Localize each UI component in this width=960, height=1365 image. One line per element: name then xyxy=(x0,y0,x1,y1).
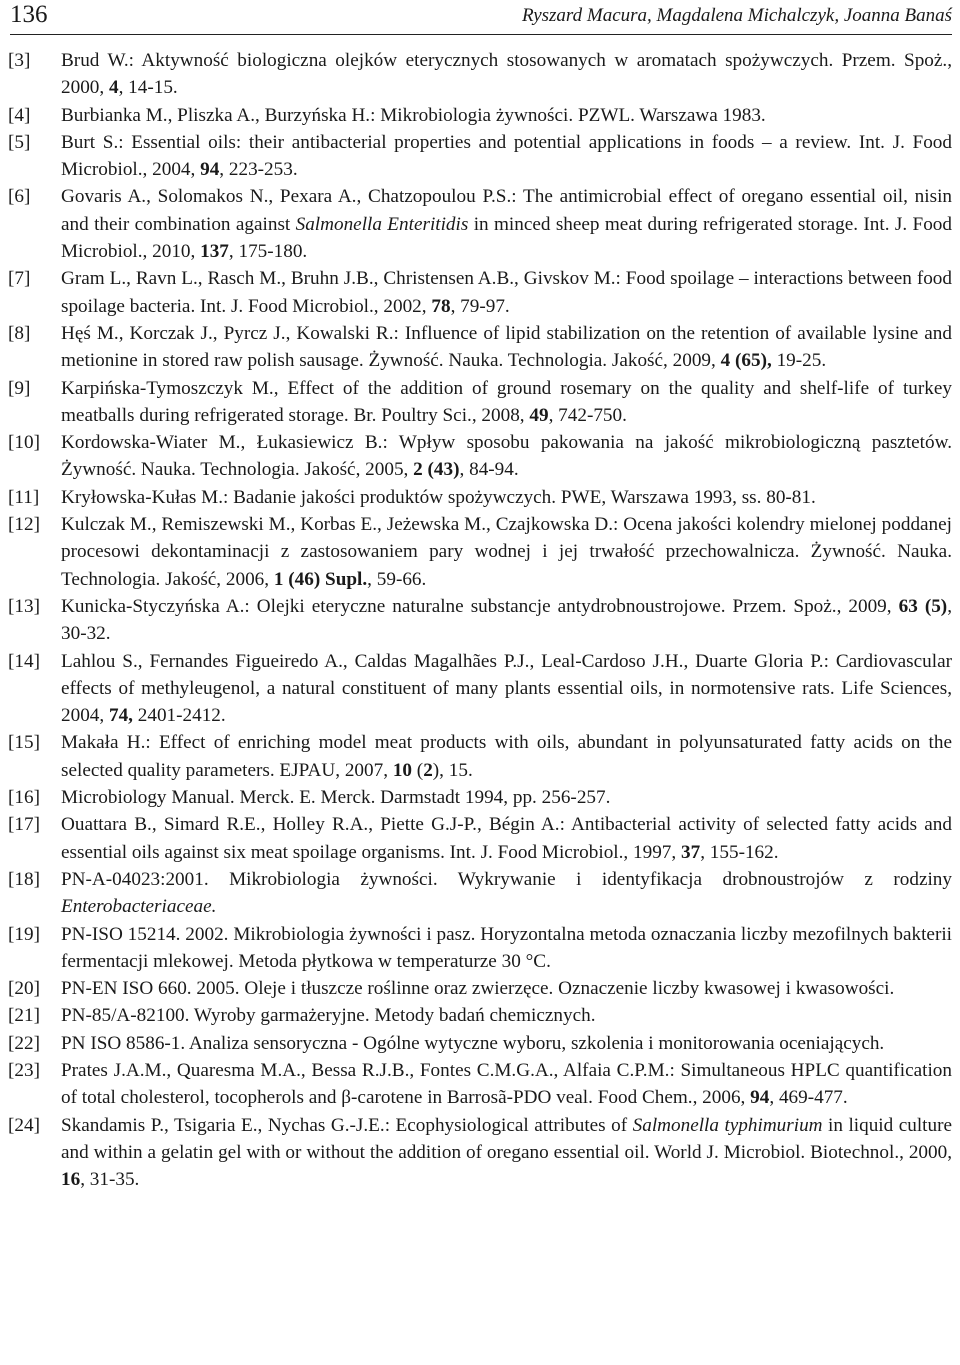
reference-text-segment: , 175-180. xyxy=(228,241,308,263)
reference-number: [20] xyxy=(8,978,40,1000)
reference-text xyxy=(61,1033,884,1054)
reference-text xyxy=(61,50,952,98)
reference-number: [22] xyxy=(8,1032,40,1054)
reference-volume: 4 xyxy=(108,77,119,99)
reference-text-segment: PN-EN ISO 660. 2005. Oleje i tłuszcze roślinne oraz zwierzęce. Oznaczenie liczby kwasowej i kwasowości. xyxy=(61,978,895,1000)
reference-number: [5] xyxy=(8,131,31,153)
reference-entry xyxy=(8,648,952,730)
reference-text-segment: , 79-97. xyxy=(450,295,510,317)
reference-text-segment: , 84-94. xyxy=(459,459,519,481)
reference-volume: 63 (5) xyxy=(898,595,948,617)
reference-entry xyxy=(8,265,952,320)
reference-text-segment: Ouattara B., Simard R.E., Holley R.A., Piette G.J-P., Bégin A.: Antibacterial activity of selected fatty acids and essential oils against six meat spoilage organisms. Int. J. Food Microbiol., 1997, xyxy=(61,814,952,863)
reference-text-segment: , 223-253. xyxy=(219,159,298,181)
page-header xyxy=(10,0,952,35)
reference-text-segment: PN-ISO 15214. 2002. Mikrobiologia żywności i pasz. Horyzontalna metoda oznaczania liczby mezofilnych bakterii fermentacji mlekowej. Metoda płytkowa w temperaturze 30 °C. xyxy=(61,923,952,972)
reference-text-segment: , 469-477. xyxy=(769,1087,848,1109)
reference-entry xyxy=(8,102,952,129)
reference-entry xyxy=(8,129,952,184)
reference-volume: 4 (65), xyxy=(720,350,772,372)
reference-entry xyxy=(8,484,952,511)
reference-text xyxy=(61,651,952,727)
reference-text-segment: Microbiology Manual. Merck. E. Merck. Darmstadt 1994, pp. 256-257. xyxy=(61,787,611,809)
reference-volume: 137 xyxy=(200,241,229,263)
reference-volume: 94 xyxy=(200,159,220,181)
reference-text xyxy=(61,1060,952,1108)
reference-text-segment: in liquid culture and within a gelatin gel with or without the addition of oregano essential oil. World J. Microbiol. Biotechnol., 2000, xyxy=(61,1114,952,1163)
reference-entry xyxy=(8,811,952,866)
reference-text-segment: , 31-35. xyxy=(80,1169,140,1191)
reference-text-segment: PN ISO 8586-1. Analiza sensoryczna - Ogólne wytyczne wyboru, szkolenia i monitorowania oceniających. xyxy=(61,1032,885,1054)
reference-text xyxy=(61,978,894,999)
reference-text-segment: , 742-750. xyxy=(548,404,627,426)
reference-text xyxy=(61,132,952,180)
reference-text-segment: Brud W.: Aktywność biologiczna olejków eterycznych stosowanych w aromatach spożywczych. Przem. Spoż., 2000, xyxy=(61,50,952,99)
reference-text-segment: 2401-2412. xyxy=(132,705,226,727)
reference-text-segment: ), 15. xyxy=(432,759,473,781)
running-head-authors: Ryszard Macura, Magdalena Michalczyk, Joanna Banaś xyxy=(521,5,952,26)
reference-entry xyxy=(8,784,952,811)
reference-entry xyxy=(8,511,952,593)
reference-text-segment: Lahlou S., Fernandes Figueiredo A., Caldas Magalhães P.J., Leal-Cardoso J.H., Duarte Gloria P.: Cardiovascular effects of methyleugenol, a natural constituent of many plants essential oils, in normotensive rats. Life Sciences, 2004, xyxy=(61,650,952,727)
reference-number: [9] xyxy=(8,377,31,399)
reference-number: [7] xyxy=(8,268,31,290)
reference-text xyxy=(61,186,952,262)
reference-number: [16] xyxy=(8,787,40,809)
reference-number: [4] xyxy=(8,104,31,126)
reference-text-segment: Kryłowska-Kułas M.: Badanie jakości produktów spożywczych. PWE, Warszawa 1993, ss. 80-81. xyxy=(61,486,816,508)
reference-number: [24] xyxy=(8,1114,40,1136)
reference-text-segment: Skandamis P., Tsigaria E., Nychas G.-J.E.: Ecophysiological attributes of xyxy=(61,1114,633,1136)
reference-entry xyxy=(8,729,952,784)
reference-entry xyxy=(8,375,952,430)
reference-entry xyxy=(8,1112,952,1194)
reference-number: [8] xyxy=(8,322,31,344)
reference-text-segment: Govaris A., Solomakos N., Pexara A., Chatzopoulou P.S.: The antimicrobial effect of oregano essential oil, nisin and their combination against xyxy=(61,186,952,235)
reference-text-segment: Burt S.: Essential oils: their antibacterial properties and potential applications in foods – a review. Int. J. Food Microbiol., 2004, xyxy=(61,131,952,181)
reference-entry xyxy=(8,866,952,921)
reference-entry xyxy=(8,47,952,102)
page-number: 136 xyxy=(10,1,48,28)
reference-text xyxy=(61,514,952,590)
reference-volume: 1 (46) Supl. xyxy=(273,568,368,590)
reference-list xyxy=(8,47,952,1193)
reference-text xyxy=(61,787,610,808)
reference-number: [13] xyxy=(8,595,40,617)
reference-number: [23] xyxy=(8,1059,40,1081)
reference-text-segment: in minced sheep meat during refrigerated storage. Int. J. Food Microbiol., 2010, xyxy=(61,213,952,263)
reference-italic-term: Enterobacteriaceae. xyxy=(61,896,217,918)
reference-entry xyxy=(8,593,952,648)
reference-text-segment: , 59-66. xyxy=(367,568,427,590)
reference-volume: 16 xyxy=(61,1169,81,1191)
reference-text-segment: 19-25. xyxy=(771,350,827,372)
reference-entry xyxy=(8,1002,952,1029)
reference-text xyxy=(61,924,952,972)
reference-text-segment: Kunicka-Styczyńska A.: Olejki eteryczne naturalne substancje antydrobnoustrojowe. Przem. Spoż., 2009, xyxy=(61,595,899,617)
reference-volume: 10 xyxy=(392,759,412,781)
reference-text-segment: Hęś M., Korczak J., Pyrcz J., Kowalski R.: Influence of lipid stabilization on the retention of available lysine and metionine in stored raw polish sausage. Żywność. Nauka. Technologia. Jakość, 2009, xyxy=(61,322,952,372)
reference-text xyxy=(61,105,766,126)
reference-italic-term: Salmonella Enteritidis xyxy=(295,213,469,235)
reference-text-segment: , 155-162. xyxy=(700,841,779,863)
reference-text xyxy=(61,732,952,780)
reference-text-segment: PN-85/A-82100. Wyroby garmażeryjne. Metody badań chemicznych. xyxy=(61,1005,596,1027)
reference-number: [10] xyxy=(8,432,40,454)
reference-text xyxy=(61,268,952,316)
reference-entry xyxy=(8,320,952,375)
reference-text-segment: , 30-32. xyxy=(61,595,952,645)
reference-entry xyxy=(8,1057,952,1112)
reference-text xyxy=(61,596,952,644)
reference-text-segment: Makała H.: Effect of enriching model meat products with oils, abundant in polyunsaturated fatty acids on the selected quality parameters. EJPAU, 2007, xyxy=(61,732,952,781)
reference-text-segment: Burbianka M., Pliszka A., Burzyńska H.: Mikrobiologia żywności. PZWL. Warszawa 1983. xyxy=(61,104,766,126)
reference-number: [3] xyxy=(8,50,31,71)
reference-text-segment: Prates J.A.M., Quaresma M.A., Bessa R.J.B., Fontes C.M.G.A., Alfaia C.P.M.: Simultaneous HPLC quantification of total cholesterol, tocopherols and β-carotene in Barrosã-PDO veal. Food Chem., 2006, xyxy=(61,1059,952,1109)
reference-text-segment: Gram L., Ravn L., Rasch M., Bruhn J.B., Christensen A.B., Givskov M.: Food spoilage – interactions between food spoilage bacteria. Int. J. Food Microbiol., 2002, xyxy=(61,268,952,317)
reference-number: [18] xyxy=(8,868,40,890)
reference-text xyxy=(61,869,952,917)
reference-number: [6] xyxy=(8,186,31,208)
reference-number: [21] xyxy=(8,1005,40,1027)
reference-volume: 37 xyxy=(681,841,701,863)
reference-volume: 74, xyxy=(108,705,133,727)
reference-number: [12] xyxy=(8,514,40,536)
reference-volume: 2 xyxy=(423,759,433,781)
reference-number: [19] xyxy=(8,923,40,945)
reference-text-segment: , 14-15. xyxy=(118,77,178,99)
reference-entry xyxy=(8,429,952,484)
reference-entry xyxy=(8,1030,952,1057)
reference-italic-term: Salmonella typhimurium xyxy=(632,1114,823,1136)
reference-volume: 94 xyxy=(750,1087,770,1109)
reference-text xyxy=(61,1005,596,1026)
reference-text xyxy=(61,487,816,508)
reference-text xyxy=(61,378,952,426)
reference-text xyxy=(61,814,952,862)
reference-text-segment: PN-A-04023:2001. Mikrobiologia żywności. Wykrywanie i identyfikacja drobnoustrojów z rodziny xyxy=(61,868,952,890)
reference-text-segment: Karpińska-Tymoszczyk M., Effect of the addition of ground rosemary on the quality and shelf-life of turkey meatballs during refrigerated storage. Br. Poultry Sci., 2008, xyxy=(61,377,952,426)
reference-entry xyxy=(8,921,952,976)
reference-entry xyxy=(8,975,952,1002)
reference-text-segment: Kulczak M., Remiszewski M., Korbas E., Jeżewska M., Czajkowska D.: Ocena jakości kolendry mielonej poddanej procesowi dekontaminacji z zastosowaniem pary wodnej i jej trwałość przechowalnicza. Żywność. Nauka. Technologia. Jakość, 2006, xyxy=(61,514,952,590)
reference-number: [17] xyxy=(8,814,40,836)
reference-number: [14] xyxy=(8,650,40,672)
reference-entry xyxy=(8,183,952,265)
reference-number: [11] xyxy=(8,486,40,508)
reference-text xyxy=(61,323,952,371)
reference-volume: 78 xyxy=(431,295,451,317)
reference-volume: 2 (43) xyxy=(413,459,460,481)
reference-text-segment: ( xyxy=(412,759,424,781)
reference-volume: 49 xyxy=(529,404,549,426)
reference-number: [15] xyxy=(8,732,40,754)
reference-text xyxy=(61,432,952,480)
reference-text-segment: Kordowska-Wiater M., Łukasiewicz B.: Wpływ sposobu pakowania na jakość mikrobiologiczną pasztetów. Żywność. Nauka. Technologia. Jakość, 2005, xyxy=(61,432,952,481)
reference-text xyxy=(61,1115,952,1191)
